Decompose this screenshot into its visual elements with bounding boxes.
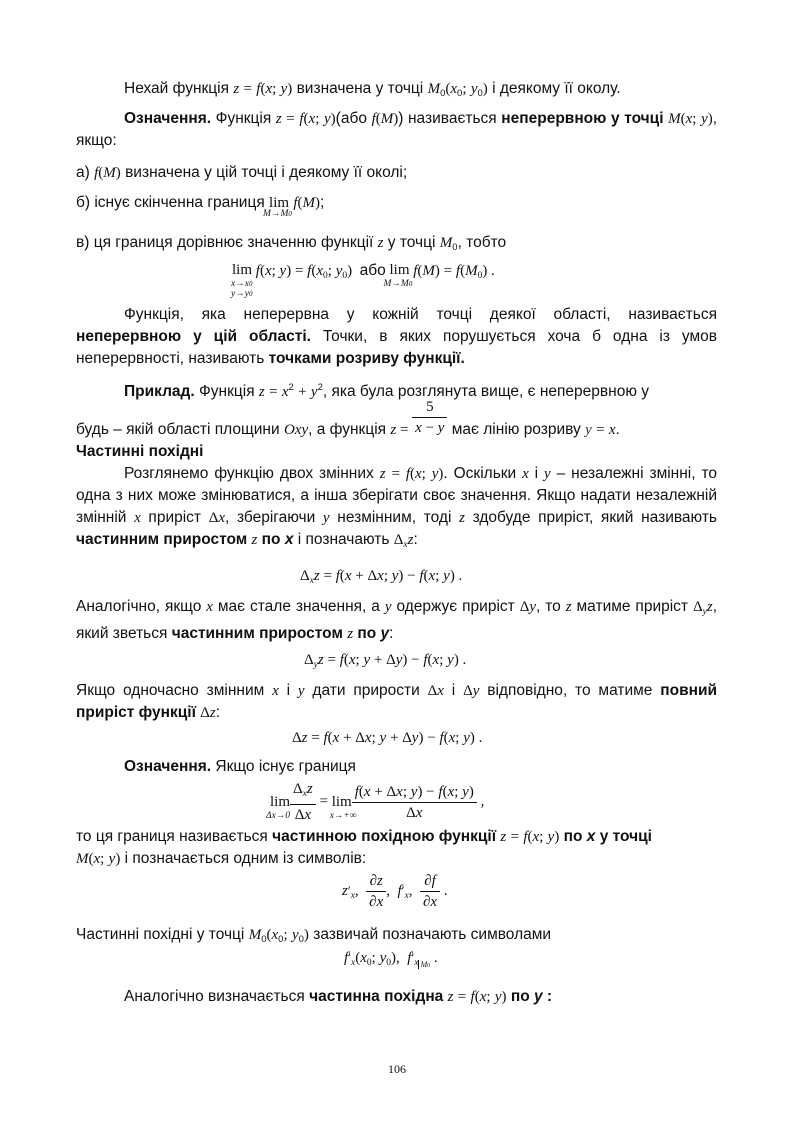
definition-continuity: Означення. Функція z = f(x; y)(або f(M)) називається неперервною у точці M(x; y), якщо: xyxy=(76,110,718,149)
example-line-2: будь – якій області площини Oxy, а функція z = $\frac{5}{x - y}$ має лінію розриву y = x. xyxy=(76,399,620,438)
paragraph-region-continuity: Функція, яка неперервна у кожній точці деякої області, називається неперервною у цій області. Точки, в яких порушується хоча б одна із умов неперервності, називають точками розриву функції. xyxy=(76,306,718,367)
term-discontinuity-points: точками розриву функції. xyxy=(268,350,465,367)
equation-total-increment: Δz = f(x + Δx; y + Δy) − f(x; y) . xyxy=(292,730,483,746)
paragraph-partial-derivative-y: Аналогічно визначається частинна похідна z = f(x; y) по y : xyxy=(124,988,553,1005)
intro-line: Нехай функція z = f(x; y) визначена у точці $M_0(x_0$; $y_0$) і деякому її околу. xyxy=(124,80,621,99)
condition-a: а) f(M) визначена у цій точці і деякому її околі; xyxy=(76,164,408,181)
term-partial-increment: частинним приростом xyxy=(76,531,248,548)
term-partial-derivative-y: частинна похідна xyxy=(309,988,444,1005)
definition-label: Означення. xyxy=(124,758,212,775)
term-partial-increment-y: частинним приростом xyxy=(171,625,343,642)
text: і деякому її околу. xyxy=(487,80,621,97)
condition-c: в) ця границя дорівнює значенню функції z у точці $M_0$, тобто xyxy=(76,234,507,253)
example-label: Приклад. xyxy=(124,383,195,400)
term-continuous-in-region: неперервною у цій області. xyxy=(76,328,311,345)
term-total-increment: повний приріст функції xyxy=(76,682,718,721)
or-word: або xyxy=(359,262,386,279)
term-partial-derivative: частинною похідною функції xyxy=(272,828,497,845)
equation-point-symbols: $f'_x(x_0$; $y_0$), $f'_x$ $_{M0}$ . xyxy=(344,950,438,969)
paragraph-partial-derivative: то ця границя називається частинною похідною функції z = f(x; y) по x у точці M(x; y) і позначається одним із символів: xyxy=(76,828,652,867)
page-number: 106 xyxy=(388,1062,406,1076)
example-line-1: Приклад. Функція $z = x^2 + y^2$, яка була розглянута вище, є неперервною у xyxy=(124,382,650,400)
equation-symbols: $z'_x$, $\frac{\partial z}{\partial x}$ , $f'_x$, $\frac{\partial f}{\partial x}$ . xyxy=(342,873,448,910)
text: Нехай функція xyxy=(124,80,234,97)
equation-partial-increment-x: $\Delta_xz = f(x + \Delta x$; y) − f(x; y) . xyxy=(300,568,463,586)
paragraph-total-increment: Якщо одночасно змінним x і y дати прирости Δx і Δy відповідно, то матиме повний приріст функції Δz: xyxy=(76,682,718,721)
paragraph-partial-increment: Розглянемо функцію двох змінних z = f(x; y). Оскільки x і y – незалежні змінні, то одна з них може змінюватися, а інша зберігати своє значення. Якщо надати незалежній змінній x приріст Δx, зберігаючи y незмінним, тоді z здобуде приріст, який називають частинним приростом z по x і позначають $\Delta_xz$: xyxy=(76,465,717,550)
condition-b: б) існує скінченна границя lim M→M0 f(M); xyxy=(76,194,325,219)
definition-label: Означення. xyxy=(124,110,212,127)
section-heading: Частинні похідні xyxy=(76,443,204,460)
equation-partial-increment-y: $\Delta_yz = f(x$; y + Δy) − f(x; y) . xyxy=(304,652,467,670)
paragraph-point-notation: Частинні похідні у точці $M_0(x_0$; $y_0$) зазвичай позначають символами xyxy=(76,926,552,945)
equation-partial-derivative-limit: lim Δx→0 $\frac{\Delta_xz}{\Delta x}$ = lim x→+∞ $\frac{f(x + \Delta x; y) - f(x; y)}{\Delta x}$ , xyxy=(266,781,485,823)
definition-partial-derivative: Означення. Якщо існує границя xyxy=(124,758,356,775)
paragraph-partial-increment-y: Аналогічно, якщо x має стале значення, а y одержує приріст Δy, то z матиме приріст $\Delta_yz$, який зветься частинним приростом z по y: xyxy=(76,598,717,642)
equation-limit-continuity: lim x→x0 y→y0 f(x; $y) = f(x_0$; $y_0$) або lim M→M0 $f(M) = f(M_0)$ . xyxy=(231,262,495,299)
term-continuous-at-point: неперервною у точці xyxy=(501,110,664,127)
text: визначена у точці xyxy=(292,80,428,97)
